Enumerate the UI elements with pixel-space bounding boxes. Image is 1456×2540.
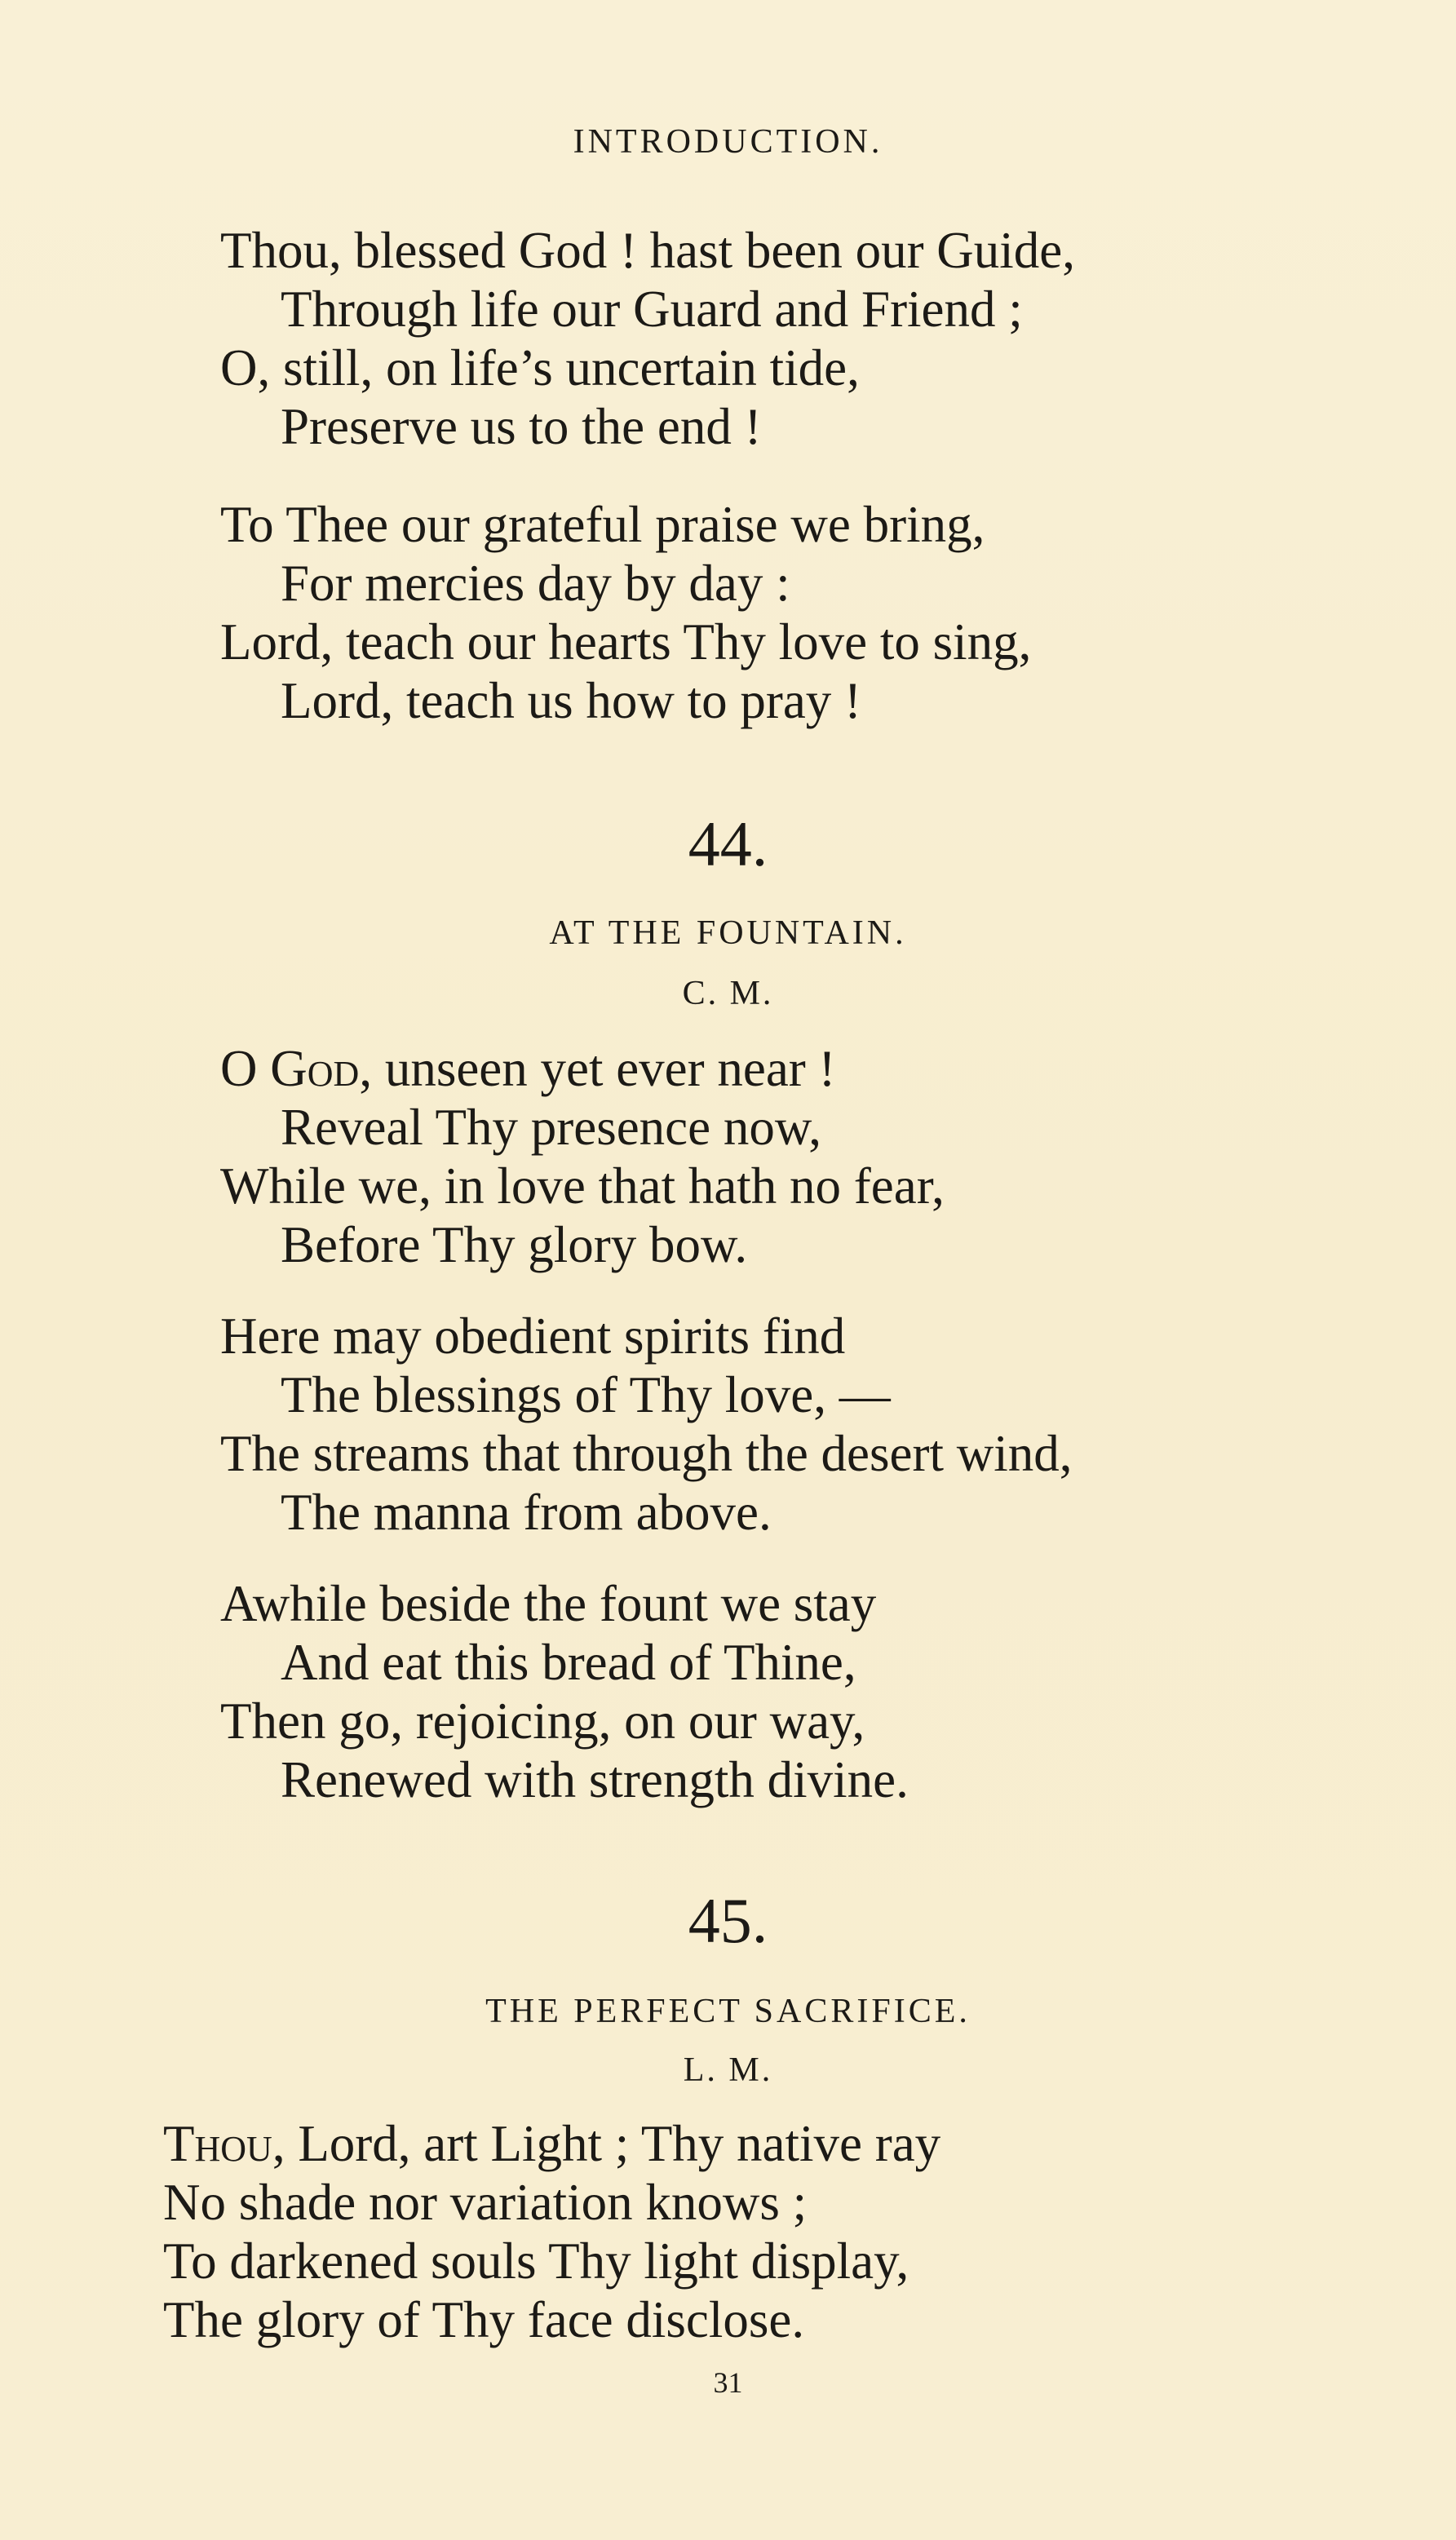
verse-line	[220, 1040, 836, 1097]
verse-line: Before Thy glory bow.	[281, 1216, 748, 1273]
hymn-title: THE PERFECT SACRIFICE.	[485, 1993, 971, 2030]
first-line-rest: , unseen yet ever near !	[359, 1040, 836, 1097]
verse-line: O, still, on life’s uncertain tide,	[220, 339, 860, 396]
hymn-meter: C. M.	[682, 975, 774, 1012]
verse-line: To darkened souls Thy light display,	[163, 2232, 909, 2290]
verse-line	[163, 2115, 940, 2172]
verse-line: And eat this bread of Thine,	[281, 1634, 856, 1691]
first-line-cap: O G	[220, 1040, 308, 1097]
verse-line: The manna from above.	[281, 1484, 772, 1541]
verse-line: Lord, teach us how to pray !	[281, 672, 862, 729]
verse-line: Awhile beside the fount we stay	[220, 1575, 877, 1632]
verse-line: Lord, teach our hearts Thy love to sing,	[220, 613, 1032, 670]
page-number: 31	[713, 2366, 743, 2399]
hymn-number: 45.	[688, 1885, 768, 1956]
first-line-smallcaps: od	[307, 1040, 360, 1097]
hymn-number: 44.	[688, 808, 768, 879]
verse-line: The streams that through the desert wind,	[220, 1425, 1073, 1482]
verse-line: Then go, rejoicing, on our way,	[220, 1693, 865, 1750]
verse-line: The glory of Thy face disclose.	[163, 2291, 805, 2348]
first-word-smallcaps: hou	[194, 2115, 272, 2172]
verse-line: For mercies day by day :	[281, 555, 790, 612]
first-word-cap: T	[163, 2115, 195, 2172]
first-line-rest: , Lord, art Light ; Thy native ray	[272, 2115, 941, 2172]
verse-line: While we, in love that hath no fear,	[220, 1157, 945, 1215]
verse-line: To Thee our grateful praise we bring,	[220, 496, 985, 553]
verse-line: Through life our Guard and Friend ;	[281, 281, 1023, 338]
verse-line: Renewed with strength divine.	[281, 1751, 909, 1808]
verse-line: Here may obedient spirits find	[220, 1308, 846, 1365]
hymn-title: AT THE FOUNTAIN.	[549, 914, 907, 952]
running-header: INTRODUCTION.	[573, 123, 883, 161]
hymn-meter: L. M.	[683, 2051, 773, 2089]
verse-line: The blessings of Thy love, —	[281, 1366, 891, 1423]
verse-line: Reveal Thy presence now,	[281, 1099, 822, 1156]
verse-line: No shade nor variation knows ;	[163, 2174, 808, 2231]
verse-line: Thou, blessed God ! hast been our Guide,	[220, 222, 1076, 279]
verse-line: Preserve us to the end !	[281, 398, 762, 455]
